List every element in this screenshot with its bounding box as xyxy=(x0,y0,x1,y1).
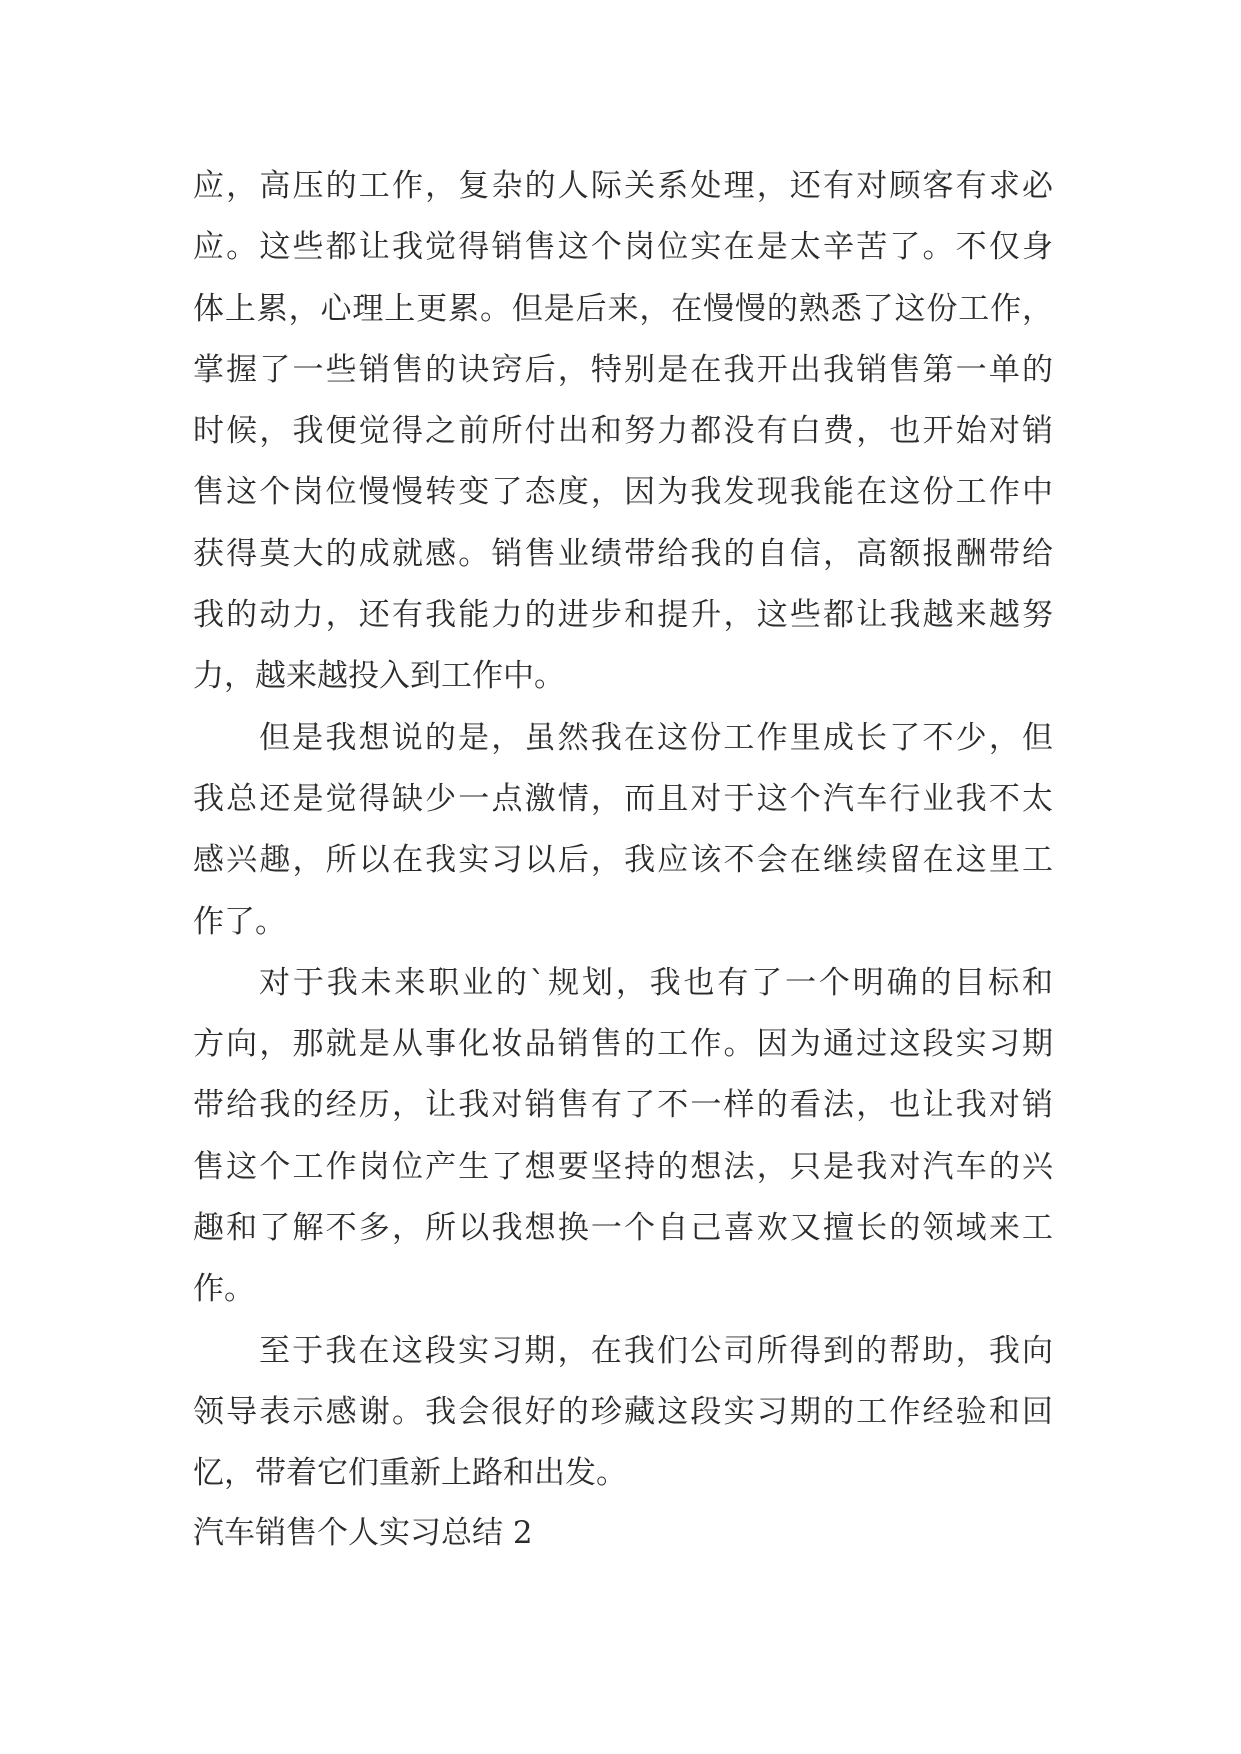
text-line: 作了。 xyxy=(193,903,286,940)
text-line: 带给我的经历，让我对销售有了不一样的看法，也让我对销 xyxy=(193,1087,1053,1124)
text-line: 我的动力，还有我能力的进步和提升，这些都让我越来越努 xyxy=(193,597,1053,634)
text-line: 方向，那就是从事化妆品销售的工作。因为通过这段实习期 xyxy=(193,1026,1053,1063)
text-line: 忆，带着它们重新上路和出发。 xyxy=(193,1455,627,1492)
body-text xyxy=(193,156,1053,1505)
text-line: 售这个岗位慢慢转变了态度，因为我发现我能在这份工作中 xyxy=(193,474,1053,511)
text-line: 趣和了解不多，所以我想换一个自己喜欢又擅长的领域来工 xyxy=(193,1210,1053,1247)
text-line: 售这个工作岗位产生了想要坚持的想法，只是我对汽车的兴 xyxy=(193,1148,1053,1185)
text-line: 力，越来越投入到工作中。 xyxy=(193,658,565,695)
text-line: 时候，我便觉得之前所付出和努力都没有白费，也开始对销 xyxy=(193,413,1053,450)
text-line: 获得莫大的成就感。销售业绩带给我的自信，高额报酬带给 xyxy=(193,535,1053,572)
section-heading: 汽车销售个人实习总结 2 xyxy=(193,1515,533,1551)
text-line: 我总还是觉得缺少一点激情，而且对于这个汽车行业我不太 xyxy=(193,780,1053,817)
text-line: 领导表示感谢。我会很好的珍藏这段实习期的工作经验和回 xyxy=(193,1393,1053,1430)
text-line: 应。这些都让我觉得销售这个岗位实在是太辛苦了。不仅身 xyxy=(193,229,1053,266)
text-line: 掌握了一些销售的诀窍后，特别是在我开出我销售第一单的 xyxy=(193,351,1053,388)
text-line: 应，高压的工作，复杂的人际关系处理，还有对顾客有求必 xyxy=(193,168,1053,204)
text-line: 感兴趣，所以在我实习以后，我应该不会在继续留在这里工 xyxy=(193,842,1053,879)
paragraph-first-line: 对于我未来职业的`规划，我也有了一个明确的目标和 xyxy=(259,964,1053,1001)
text-line: 作。 xyxy=(193,1271,255,1308)
paragraph-first-line: 至于我在这段实习期，在我们公司所得到的帮助，我向 xyxy=(259,1332,1053,1369)
text-line: 体上累，心理上更累。但是后来，在慢慢的熟悉了这份工作， xyxy=(193,290,1053,327)
paragraph-first-line: 但是我想说的是，虽然我在这份工作里成长了不少，但 xyxy=(259,719,1053,756)
